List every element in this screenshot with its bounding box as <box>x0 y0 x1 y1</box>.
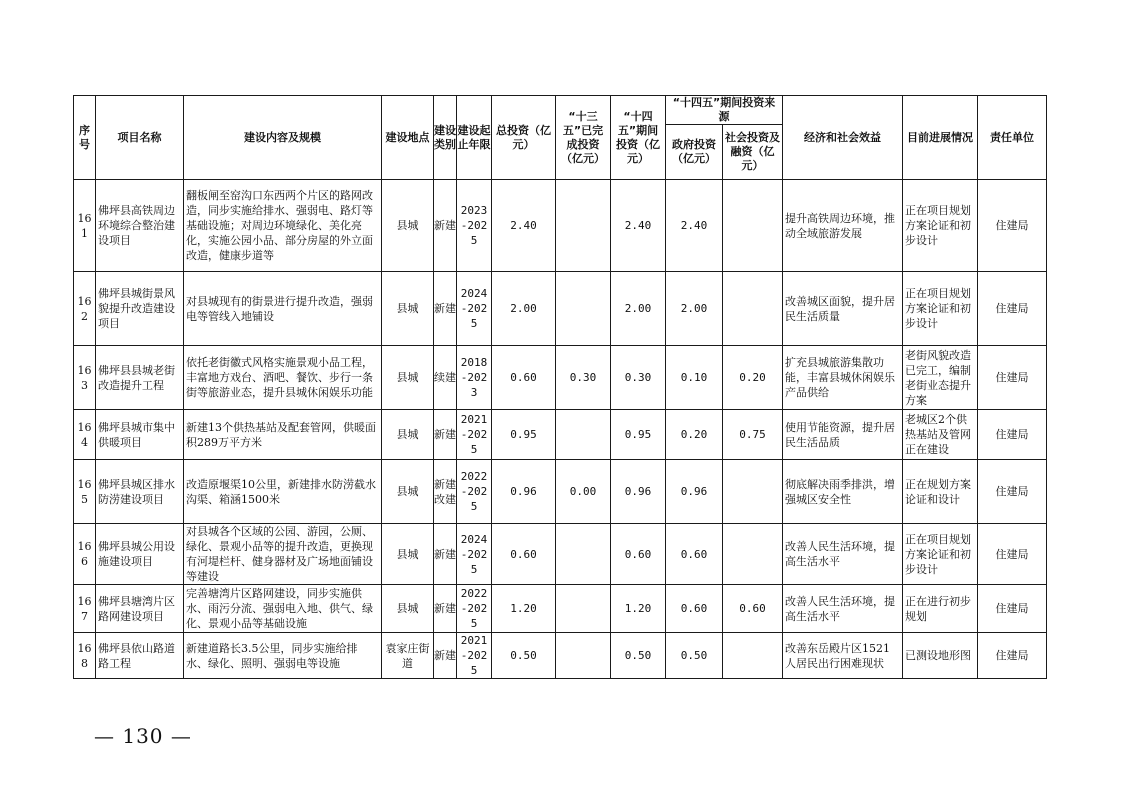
row-benefit: 扩充县城旅游集散功能，丰富县城休闲娱乐产品供给 <box>783 346 903 410</box>
row-progress: 正在项目规划方案论证和初步设计 <box>903 180 978 272</box>
header-done135: “十三五”已完成投资（亿元） <box>556 96 611 180</box>
row-type: 新建 <box>434 410 457 460</box>
row-progress: 已测设地形图 <box>903 633 978 679</box>
row-done135 <box>556 180 611 272</box>
header-gov: 政府投资（亿元） <box>666 125 723 180</box>
header-unit: 责任单位 <box>978 96 1047 180</box>
row-total: 0.50 <box>492 633 556 679</box>
row-progress: 正在项目规划方案论证和初步设计 <box>903 272 978 346</box>
row-seq: 168 <box>74 633 96 679</box>
row-inv145: 2.40 <box>611 180 666 272</box>
row-content: 新建13个供热基站及配套管网，供暖面积289万平方米 <box>184 410 382 460</box>
row-progress: 正在项目规划方案论证和初步设计 <box>903 524 978 585</box>
table-row <box>74 524 1047 585</box>
row-done135 <box>556 272 611 346</box>
row-name: 佛坪县城区排水防涝建设项目 <box>96 460 184 524</box>
row-gov: 2.40 <box>666 180 723 272</box>
row-benefit: 改善城区面貌，提升居民生活质量 <box>783 272 903 346</box>
row-period: 2024-2025 <box>457 272 492 346</box>
row-type: 新建 <box>434 633 457 679</box>
table-row <box>74 180 1047 272</box>
row-done135: 0.30 <box>556 346 611 410</box>
row-inv145: 0.60 <box>611 524 666 585</box>
row-social: 0.60 <box>723 585 783 633</box>
row-name: 佛坪县城街景风貌提升改造建设项目 <box>96 272 184 346</box>
row-unit: 住建局 <box>978 272 1047 346</box>
row-content: 新建道路长3.5公里，同步实施给排水、绿化、照明、强弱电等设施 <box>184 633 382 679</box>
row-social <box>723 633 783 679</box>
row-type: 新建 <box>434 524 457 585</box>
row-gov: 0.20 <box>666 410 723 460</box>
row-unit: 住建局 <box>978 585 1047 633</box>
row-type: 新建 <box>434 180 457 272</box>
page-number: — 130 — <box>94 724 192 748</box>
row-gov: 0.96 <box>666 460 723 524</box>
header-inv145: “十四五”期间投资（亿元） <box>611 96 666 180</box>
row-unit: 住建局 <box>978 180 1047 272</box>
row-progress: 正在进行初步规划 <box>903 585 978 633</box>
row-done135 <box>556 633 611 679</box>
row-total: 0.60 <box>492 524 556 585</box>
row-content: 对县城现有的街景进行提升改造，强弱电等管线入地铺设 <box>184 272 382 346</box>
row-location: 县城 <box>382 346 434 410</box>
project-table <box>73 95 1047 679</box>
row-gov: 0.60 <box>666 585 723 633</box>
row-content: 改造原堰渠10公里，新建排水防涝截水沟渠、箱涵1500米 <box>184 460 382 524</box>
row-progress: 正在规划方案论证和设计 <box>903 460 978 524</box>
header-type: 建设类别 <box>434 96 457 180</box>
row-seq: 165 <box>74 460 96 524</box>
table-row <box>74 410 1047 460</box>
row-seq: 164 <box>74 410 96 460</box>
row-period: 2023-2025 <box>457 180 492 272</box>
header-social: 社会投资及融资（亿元） <box>723 125 783 180</box>
row-done135: 0.00 <box>556 460 611 524</box>
table-row <box>74 346 1047 410</box>
row-unit: 住建局 <box>978 460 1047 524</box>
header-source-group: “十四五”期间投资来源 <box>666 96 783 125</box>
row-name: 佛坪县县城老街改造提升工程 <box>96 346 184 410</box>
row-seq: 162 <box>74 272 96 346</box>
row-done135 <box>556 585 611 633</box>
row-benefit: 改善人民生活环境，提高生活水平 <box>783 585 903 633</box>
row-location: 县城 <box>382 272 434 346</box>
row-benefit: 改善人民生活环境，提高生活水平 <box>783 524 903 585</box>
row-benefit: 提升高铁周边环境，推动全域旅游发展 <box>783 180 903 272</box>
row-content: 对县城各个区域的公园、游园，公厕、绿化、景观小品等的提升改造，更换现有河堤栏杆、健身器材及广场地面铺设等建设 <box>184 524 382 585</box>
row-social <box>723 524 783 585</box>
row-type: 新建 <box>434 585 457 633</box>
row-inv145: 0.96 <box>611 460 666 524</box>
row-benefit: 彻底解决雨季排洪，增强城区安全性 <box>783 460 903 524</box>
row-social <box>723 180 783 272</box>
row-location: 县城 <box>382 410 434 460</box>
row-total: 0.96 <box>492 460 556 524</box>
row-total: 0.95 <box>492 410 556 460</box>
row-total: 2.00 <box>492 272 556 346</box>
row-unit: 住建局 <box>978 410 1047 460</box>
row-type: 新建 <box>434 272 457 346</box>
row-benefit: 使用节能资源，提升居民生活品质 <box>783 410 903 460</box>
row-type: 新建改建 <box>434 460 457 524</box>
row-period: 2024-2025 <box>457 524 492 585</box>
row-unit: 住建局 <box>978 346 1047 410</box>
row-gov: 0.10 <box>666 346 723 410</box>
header-period: 建设起止年限 <box>457 96 492 180</box>
row-period: 2021-2025 <box>457 410 492 460</box>
row-location: 县城 <box>382 180 434 272</box>
row-content: 依托老街徽式风格实施景观小品工程，丰富地方戏台、酒吧、餐饮、步行一条街等旅游业态，提升县城休闲娱乐功能 <box>184 346 382 410</box>
row-content: 完善塘湾片区路网建设，同步实施供水、雨污分流、强弱电入地、供气、绿化、景观小品等基础设施 <box>184 585 382 633</box>
header-location: 建设地点 <box>382 96 434 180</box>
header-progress: 目前进展情况 <box>903 96 978 180</box>
row-inv145: 0.50 <box>611 633 666 679</box>
row-name: 佛坪县城市集中供暖项目 <box>96 410 184 460</box>
row-period: 2018-2023 <box>457 346 492 410</box>
row-total: 0.60 <box>492 346 556 410</box>
row-gov: 0.60 <box>666 524 723 585</box>
table-row <box>74 633 1047 679</box>
row-seq: 167 <box>74 585 96 633</box>
row-name: 佛坪县塘湾片区路网建设项目 <box>96 585 184 633</box>
table-row <box>74 272 1047 346</box>
row-seq: 163 <box>74 346 96 410</box>
row-gov: 2.00 <box>666 272 723 346</box>
row-seq: 161 <box>74 180 96 272</box>
row-done135 <box>556 524 611 585</box>
row-inv145: 0.95 <box>611 410 666 460</box>
row-progress: 老城区2个供热基站及管网正在建设 <box>903 410 978 460</box>
row-location: 袁家庄街道 <box>382 633 434 679</box>
table-row <box>74 460 1047 524</box>
row-seq: 166 <box>74 524 96 585</box>
row-social <box>723 460 783 524</box>
row-inv145: 2.00 <box>611 272 666 346</box>
row-progress: 老街风貌改造已完工，编制老街业态提升方案 <box>903 346 978 410</box>
header-seq: 序号 <box>74 96 96 180</box>
row-name: 佛坪县城公用设施建设项目 <box>96 524 184 585</box>
row-inv145: 1.20 <box>611 585 666 633</box>
row-unit: 住建局 <box>978 524 1047 585</box>
header-benefit: 经济和社会效益 <box>783 96 903 180</box>
row-inv145: 0.30 <box>611 346 666 410</box>
row-benefit: 改善东岳殿片区1521人居民出行困难现状 <box>783 633 903 679</box>
row-period: 2021-2025 <box>457 633 492 679</box>
row-location: 县城 <box>382 460 434 524</box>
row-period: 2022-2025 <box>457 585 492 633</box>
row-social: 0.75 <box>723 410 783 460</box>
row-total: 2.40 <box>492 180 556 272</box>
row-location: 县城 <box>382 524 434 585</box>
row-gov: 0.50 <box>666 633 723 679</box>
header-name: 项目名称 <box>96 96 184 180</box>
row-name: 佛坪县高铁周边环境综合整治建设项目 <box>96 180 184 272</box>
row-social <box>723 272 783 346</box>
row-social: 0.20 <box>723 346 783 410</box>
row-total: 1.20 <box>492 585 556 633</box>
row-content: 翻板闸至窑沟口东西两个片区的路网改造，同步实施给排水、强弱电、路灯等基础设施；对周边环境绿化、美化亮化，实施公园小品、部分房屋的外立面改造，健康步道等 <box>184 180 382 272</box>
row-location: 县城 <box>382 585 434 633</box>
table-row <box>74 585 1047 633</box>
header-content: 建设内容及规模 <box>184 96 382 180</box>
row-type: 续建 <box>434 346 457 410</box>
row-done135 <box>556 410 611 460</box>
row-unit: 住建局 <box>978 633 1047 679</box>
row-name: 佛坪县依山路道路工程 <box>96 633 184 679</box>
header-total: 总投资（亿元） <box>492 96 556 180</box>
row-period: 2022-2025 <box>457 460 492 524</box>
